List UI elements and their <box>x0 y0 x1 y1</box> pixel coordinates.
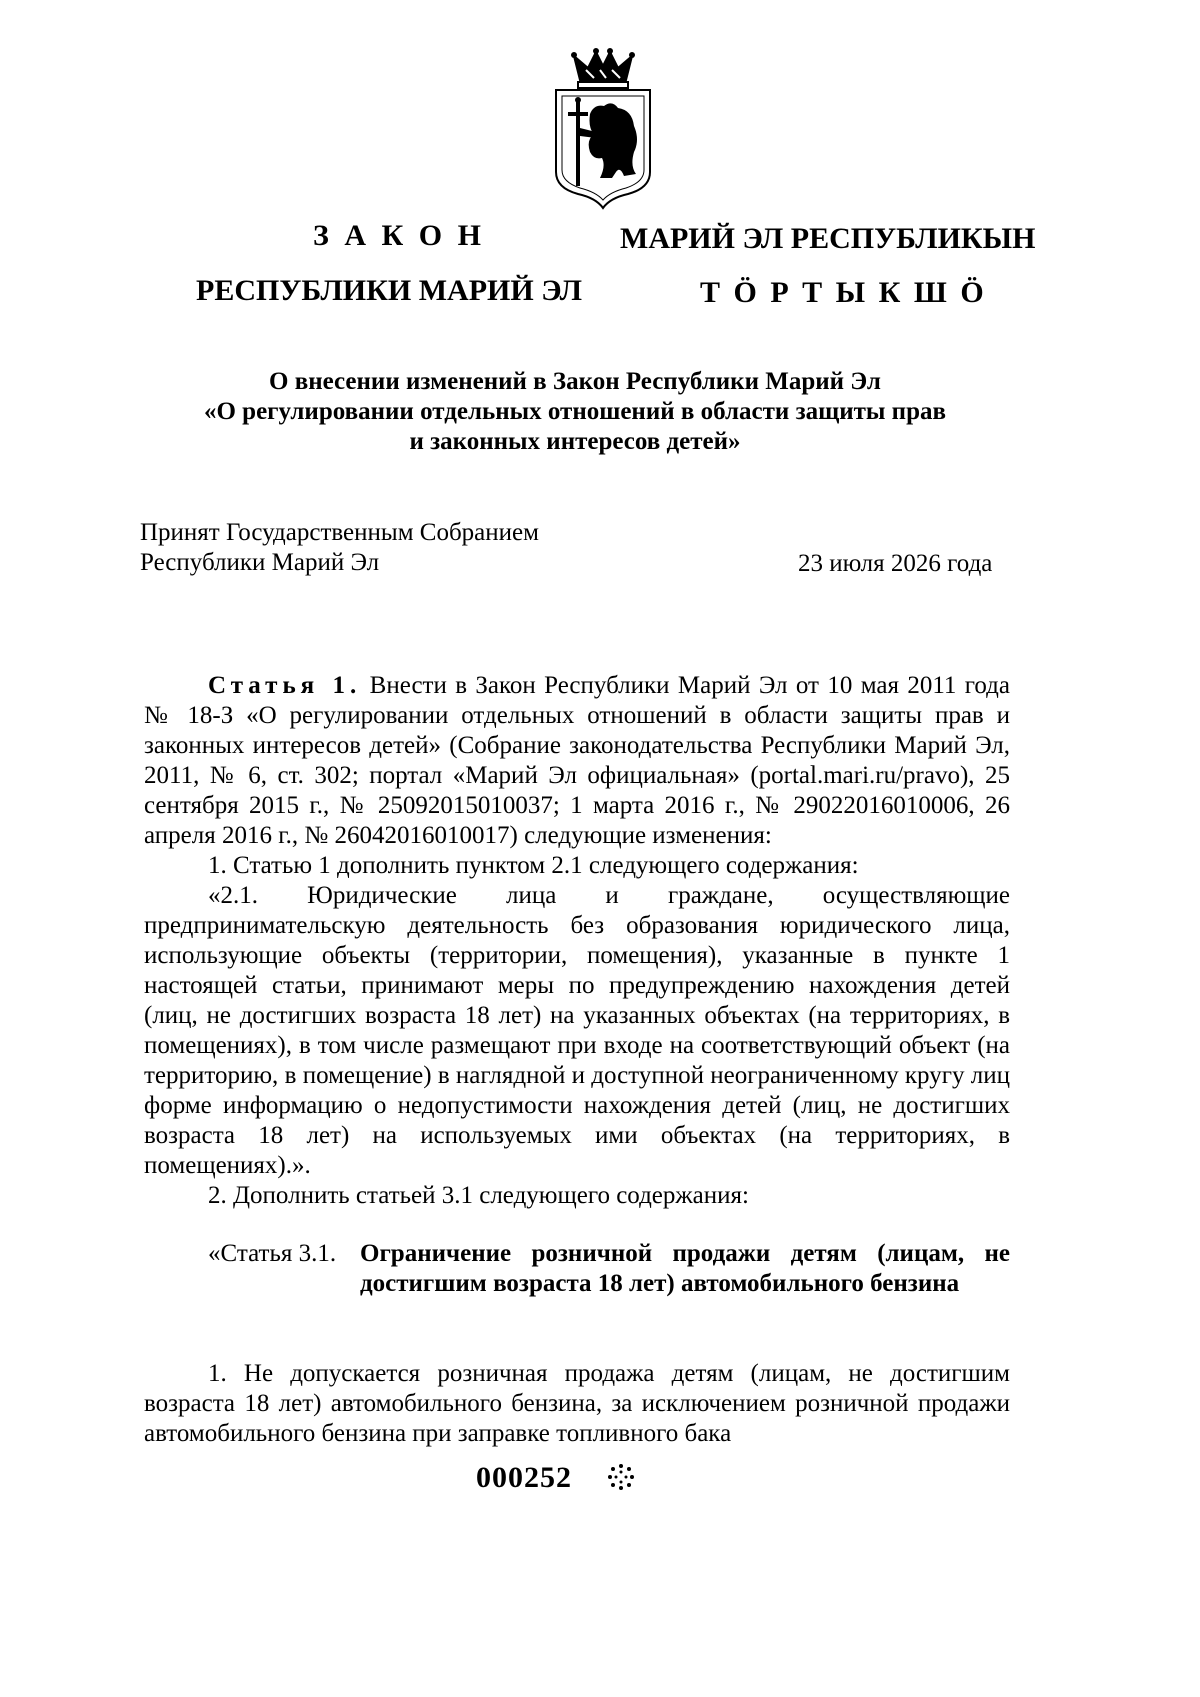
asterisk-mark-icon <box>606 1462 636 1492</box>
article-3-1-body <box>144 1359 1010 1449</box>
adoption-line1: Принят Государственным Собранием <box>140 519 539 546</box>
law-title <box>140 367 1010 457</box>
article-1-item-1: 1. Статью 1 дополнить пунктом 2.1 следующего содержания: <box>208 852 859 879</box>
article-1-text: Внести в Закон Республики Марий Эл от 10 мая 2011 года № 18-З «О регулировании отдельных отношений в области защиты прав и законных интересов детей» (Собрание законодательства Республики Марий Эл, 2011, № 6, ст. 302; портал «Марий Эл официальная» (portal.mari.ru/pravo), 25 сентября 2015 г., № 25092015010037; 1 марта 2016 г., № 29022016010006, 26 апреля 2016 г., № 26042016010017) следующие изменения: <box>144 672 1010 849</box>
adoption-statement <box>140 518 539 578</box>
article-3-1-para-1: 1. Не допускается розничная продажа детям (лицам, не достигшим возраста 18 лет) автомобильного бензина, за исключением розничной продажи автомобильного бензина при заправке топливного бака <box>144 1360 1010 1447</box>
adoption-line2: Республики Марий Эл <box>140 549 380 576</box>
document-number: 000252 <box>476 1461 572 1494</box>
article-1-label: Статья 1. <box>208 672 362 699</box>
article-3-1-title: Ограничение розничной продажи детям (лицам, не достигшим возраста 18 лет) автомобильного бензина <box>360 1240 1010 1297</box>
article-1 <box>144 671 1010 1211</box>
article-3-1-label: «Статья 3.1. <box>208 1240 337 1267</box>
law-heading-ru-line1: З А К О Н <box>313 219 485 252</box>
adoption-date: 23 июля 2026 года <box>798 550 993 577</box>
article-1-intro <box>144 671 1010 851</box>
law-title-line3: и законных интересов детей» <box>409 428 741 455</box>
law-title-line2: «О регулировании отдельных отношений в области защиты прав <box>203 398 946 425</box>
coat-of-arms-icon <box>550 48 656 210</box>
law-heading-ru-line2: РЕСПУБЛИКИ МАРИЙ ЭЛ <box>196 274 583 307</box>
law-heading-mari-line1: МАРИЙ ЭЛ РЕСПУБЛИКЫН <box>620 222 1036 255</box>
article-1-item-1-quote: «2.1. Юридические лица и граждане, осуществляющие предпринимательскую деятельность без образования юридического лица, использующие объекты (территории, помещения), указанные в пункте 1 настоящей статьи, принимают меры по предупреждению нахождения детей (лиц, не достигших возраста 18 лет) на указанных объектах (на территориях, в помещениях), в том числе размещают при входе на соответствующий объект (на территорию, в помещение) в наглядной и доступной неограниченному кругу лиц форме информацию о недопустимости нахождения детей (лиц, не достигших возраста 18 лет) на используемых ими объектах (на территориях, в помещениях).». <box>144 882 1010 1179</box>
law-heading-mari-line2: Т Ö Р Т Ы К Ш Ö <box>700 276 987 309</box>
article-1-item-2: 2. Дополнить статьей 3.1 следующего содержания: <box>208 1182 749 1209</box>
law-title-line1: О внесении изменений в Закон Республики Марий Эл <box>269 368 881 395</box>
